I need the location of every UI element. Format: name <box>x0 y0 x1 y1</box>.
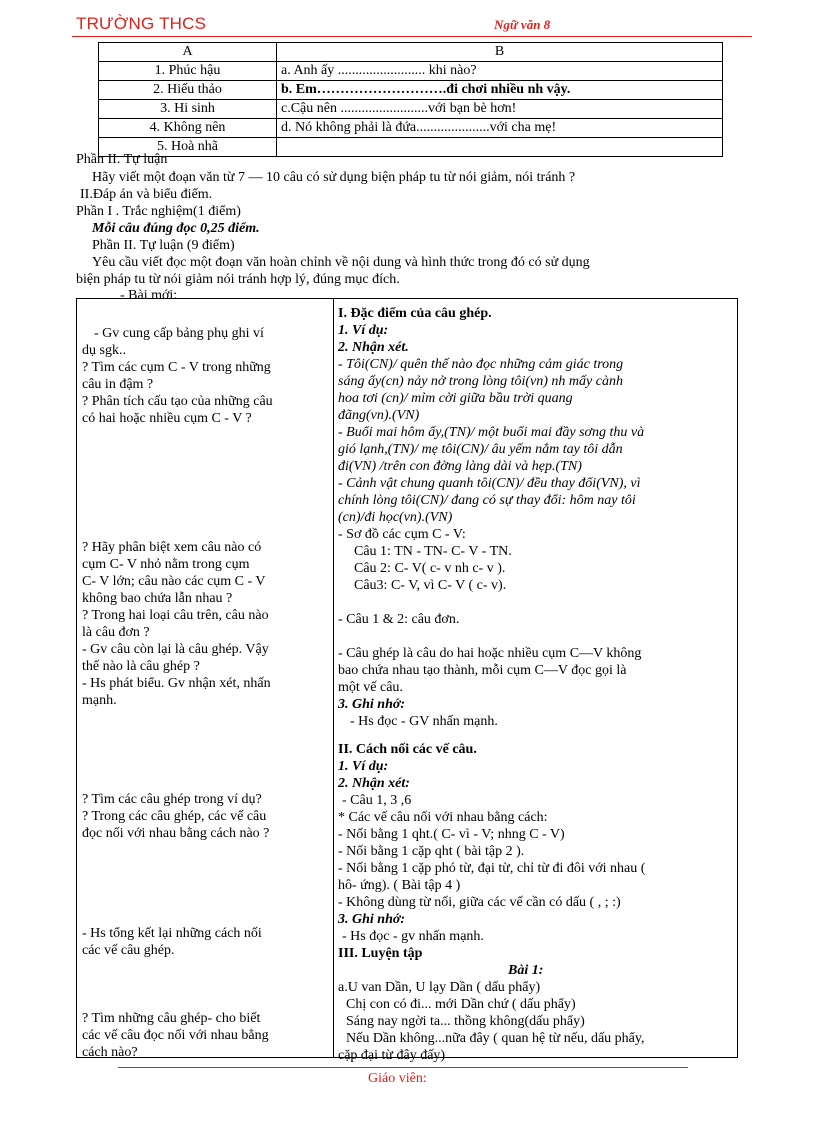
text-line: - Nối bằng 1 cặp qht ( bài tập 2 ). <box>338 844 525 859</box>
subheading: 1. Ví dụ: <box>338 323 389 338</box>
footer-rule <box>118 1067 688 1068</box>
cell-a: 5. Hoà nhã <box>99 138 277 157</box>
example-line: đi(VN) /trên con đờng làng dài và hẹp.(TN) <box>338 459 582 474</box>
text-line: cặp đại từ đây đấy) <box>338 1048 446 1063</box>
text-line: ? Tìm các cụm C - V trong những <box>82 360 271 375</box>
text-line: - Câu 1 & 2: câu đơn. <box>338 612 460 627</box>
subheading: 2. Nhận xét: <box>338 776 410 791</box>
section-heading: Phần I . Trắc nghiệm(1 điểm) <box>76 204 241 219</box>
paragraph: Hãy viết một đoạn văn từ 7 — 10 câu có sử dụng biện pháp tu từ nói giảm, nói tránh ? <box>92 170 576 185</box>
cell-b: b. Em……………………….đi chơi nhiều nh vậy. <box>277 81 723 100</box>
teacher-activity-3 <box>82 791 328 842</box>
text-line: ? Phân tích cấu tạo của những câu <box>82 394 273 409</box>
text-line: - Sơ đồ các cụm C - V: <box>338 527 466 542</box>
text-line: ? Trong các câu ghép, các vế câu <box>82 809 267 824</box>
table-row <box>99 81 723 100</box>
text-line: các vế câu ghép. <box>82 943 175 958</box>
header-rule <box>72 36 752 37</box>
text-line: - Câu ghép là câu do hai hoặc nhiều cụm C—V không <box>338 646 642 661</box>
teacher-activity-2 <box>82 539 328 709</box>
text-line: Nếu Dần không...nữa đây ( quan hệ từ nếu, dấu phẩy, <box>346 1031 645 1046</box>
text-line: - Gv cung cấp bảng phụ ghi ví <box>94 326 264 341</box>
text-line: cụm C- V nhỏ nằm trong cụm <box>82 557 250 572</box>
cell-b: c.Cậu nên .........................với bạn bè hơn! <box>277 100 723 119</box>
text-line: Sáng nay ngời ta... thồng không(dấu phẩy) <box>346 1014 585 1029</box>
school-name: TRƯỜNG THCS <box>76 14 207 33</box>
text-line: mạnh. <box>82 693 117 708</box>
teacher-activity-4 <box>82 925 328 959</box>
paragraph: Yêu cầu viết đọc một đoạn văn hoàn chỉnh về nội dung và hình thức trong đó có sử dụng <box>92 255 590 270</box>
example-line: chính lòng tôi(CN)/ đang có sự thay đổi: hôm nay tôi <box>338 493 636 508</box>
text-line: - Không dùng từ nối, giữa các vế cần có dấu ( , ; :) <box>338 895 621 910</box>
paragraph: biện pháp tu từ nói giảm nói tránh hợp lý, đúng mục đích. <box>76 272 400 287</box>
example-line: - Buổi mai hôm ấy,(TN)/ một buổi mai đầy sơng thu và <box>338 425 645 440</box>
score-note: Mỗi câu đúng đọc 0,25 điểm. <box>92 221 260 236</box>
matching-table <box>98 42 723 157</box>
subheading: 1. Ví dụ: <box>338 759 389 774</box>
example-line: - Cảnh vật chung quanh tôi(CN)/ đều thay đổi(VN), vì <box>338 476 641 491</box>
table-row <box>99 138 723 157</box>
cell-a: 4. Không nên <box>99 119 277 138</box>
example-line: đãng(vn).(VN) <box>338 408 420 423</box>
text-line: Chị con có đi... mới Dần chứ ( dấu phẩy) <box>346 997 576 1012</box>
text-line: có hai hoặc nhiều cụm C - V ? <box>82 411 252 426</box>
text-line: - Hs đọc - GV nhấn mạnh. <box>350 714 498 729</box>
text-line: không bao chứa lẫn nhau ? <box>82 591 233 606</box>
text-line: - Câu 1, 3 ,6 <box>342 793 412 808</box>
text-line: Câu 1: TN - TN- C- V - TN. <box>354 544 512 559</box>
text-line: ? Trong hai loại câu trên, câu nào <box>82 608 269 623</box>
table-row <box>99 62 723 81</box>
text-line: C- V lớn; câu nào các cụm C - V <box>82 574 266 589</box>
section-2 <box>338 741 734 1064</box>
table-header-row <box>99 43 723 62</box>
cell-a: 2. Hiếu thảo <box>99 81 277 100</box>
section-heading: Phần II. Tự luận <box>76 152 168 167</box>
col-a-header: A <box>99 43 277 62</box>
text-line: - Hs phát biểu. Gv nhận xét, nhấn <box>82 676 271 691</box>
example-line: (cn)/đi học(vn).(VN) <box>338 510 453 525</box>
text-line: - Gv câu còn lại là câu ghép. Vậy <box>82 642 269 657</box>
example-line: gió lạnh,(TN)/ mẹ tôi(CN)/ âu yếm nắm tay tôi dẫn <box>338 442 623 457</box>
text-line: là câu đơn ? <box>82 625 150 640</box>
teacher-signature-label: Giáo viên: <box>368 1071 427 1086</box>
text-line: * Các vế câu nối với nhau bằng cách: <box>338 810 548 825</box>
cell-b: d. Nó không phải là đứa.....................với cha mẹ! <box>277 119 723 138</box>
section-title: II. Cách nối các vế câu. <box>338 742 477 757</box>
table-row <box>99 100 723 119</box>
text-line: ? Tìm các câu ghép trong ví dụ? <box>82 792 262 807</box>
section-title: I. Đặc điểm của câu ghép. <box>338 306 492 321</box>
text-line: Câu3: C- V, vì C- V ( c- v). <box>354 578 507 593</box>
cell-a: 1. Phúc hậu <box>99 62 277 81</box>
section-1 <box>338 305 734 730</box>
text-line: bao chứa nhau tạo thành, mỗi cụm C—V đọc gọi là <box>338 663 627 678</box>
text-line: ? Tìm những câu ghép- cho biết <box>82 1011 261 1026</box>
cell-a: 3. Hi sinh <box>99 100 277 119</box>
table-row <box>99 119 723 138</box>
text-line: Câu 2: C- V( c- v nh c- v ). <box>354 561 506 576</box>
text-line: a.U van Dần, U lạy Dần ( dấu phẩy) <box>338 980 541 995</box>
section-heading: II.Đáp án và biểu điểm. <box>80 187 213 202</box>
col-b-header: B <box>277 43 723 62</box>
cell-b: a. Anh ấy ......................... khi nào? <box>277 62 723 81</box>
text-line: cách nào? <box>82 1045 138 1060</box>
text-line: dụ sgk.. <box>82 343 126 358</box>
section-heading: - Bài mới: <box>120 288 178 303</box>
subheading: 3. Ghi nhớ: <box>338 912 406 927</box>
teacher-activity-1 <box>82 325 328 427</box>
section-title: III. Luyện tập <box>338 946 423 961</box>
subheading: 3. Ghi nhớ: <box>338 697 406 712</box>
text-line: - Nối bằng 1 cặp phó từ, đại từ, chỉ từ đi đôi với nhau ( <box>338 861 646 876</box>
text-line: câu in đậm ? <box>82 377 154 392</box>
subheading: 2. Nhận xét. <box>338 340 409 355</box>
example-line: sáng ấy(cn) nảy nở trong lòng tôi(vn) nh mấy cành <box>338 374 623 389</box>
text-line: - Hs đọc - gv nhấn mạnh. <box>342 929 484 944</box>
column-divider <box>333 298 334 1057</box>
section-heading: Phần II. Tự luận (9 điểm) <box>92 238 235 253</box>
text-line: - Nối bằng 1 qht.( C- vì - V; nhng C - V) <box>338 827 565 842</box>
teacher-activity-5 <box>82 1010 328 1061</box>
text-line: đọc nối với nhau bằng cách nào ? <box>82 826 270 841</box>
text-line: hô- ứng). ( Bài tập 4 ) <box>338 878 461 893</box>
example-line: hoa tơi (cn)/ mỉm cời giữa bầu trời quang <box>338 391 573 406</box>
exercise-title: Bài 1: <box>508 963 544 978</box>
text-line: thế nào là câu ghép ? <box>82 659 200 674</box>
text-line: - Hs tổng kết lại những cách nối <box>82 926 262 941</box>
text-line: ? Hãy phân biệt xem câu nào có <box>82 540 262 555</box>
text-line: một vế câu. <box>338 680 403 695</box>
cell-b <box>277 138 723 157</box>
example-line: - Tôi(CN)/ quên thế nào đọc những cảm giác trong <box>338 357 624 372</box>
text-line: các vế câu đọc nối với nhau bằng <box>82 1028 269 1043</box>
subject-name: Ngữ văn 8 <box>494 17 551 32</box>
